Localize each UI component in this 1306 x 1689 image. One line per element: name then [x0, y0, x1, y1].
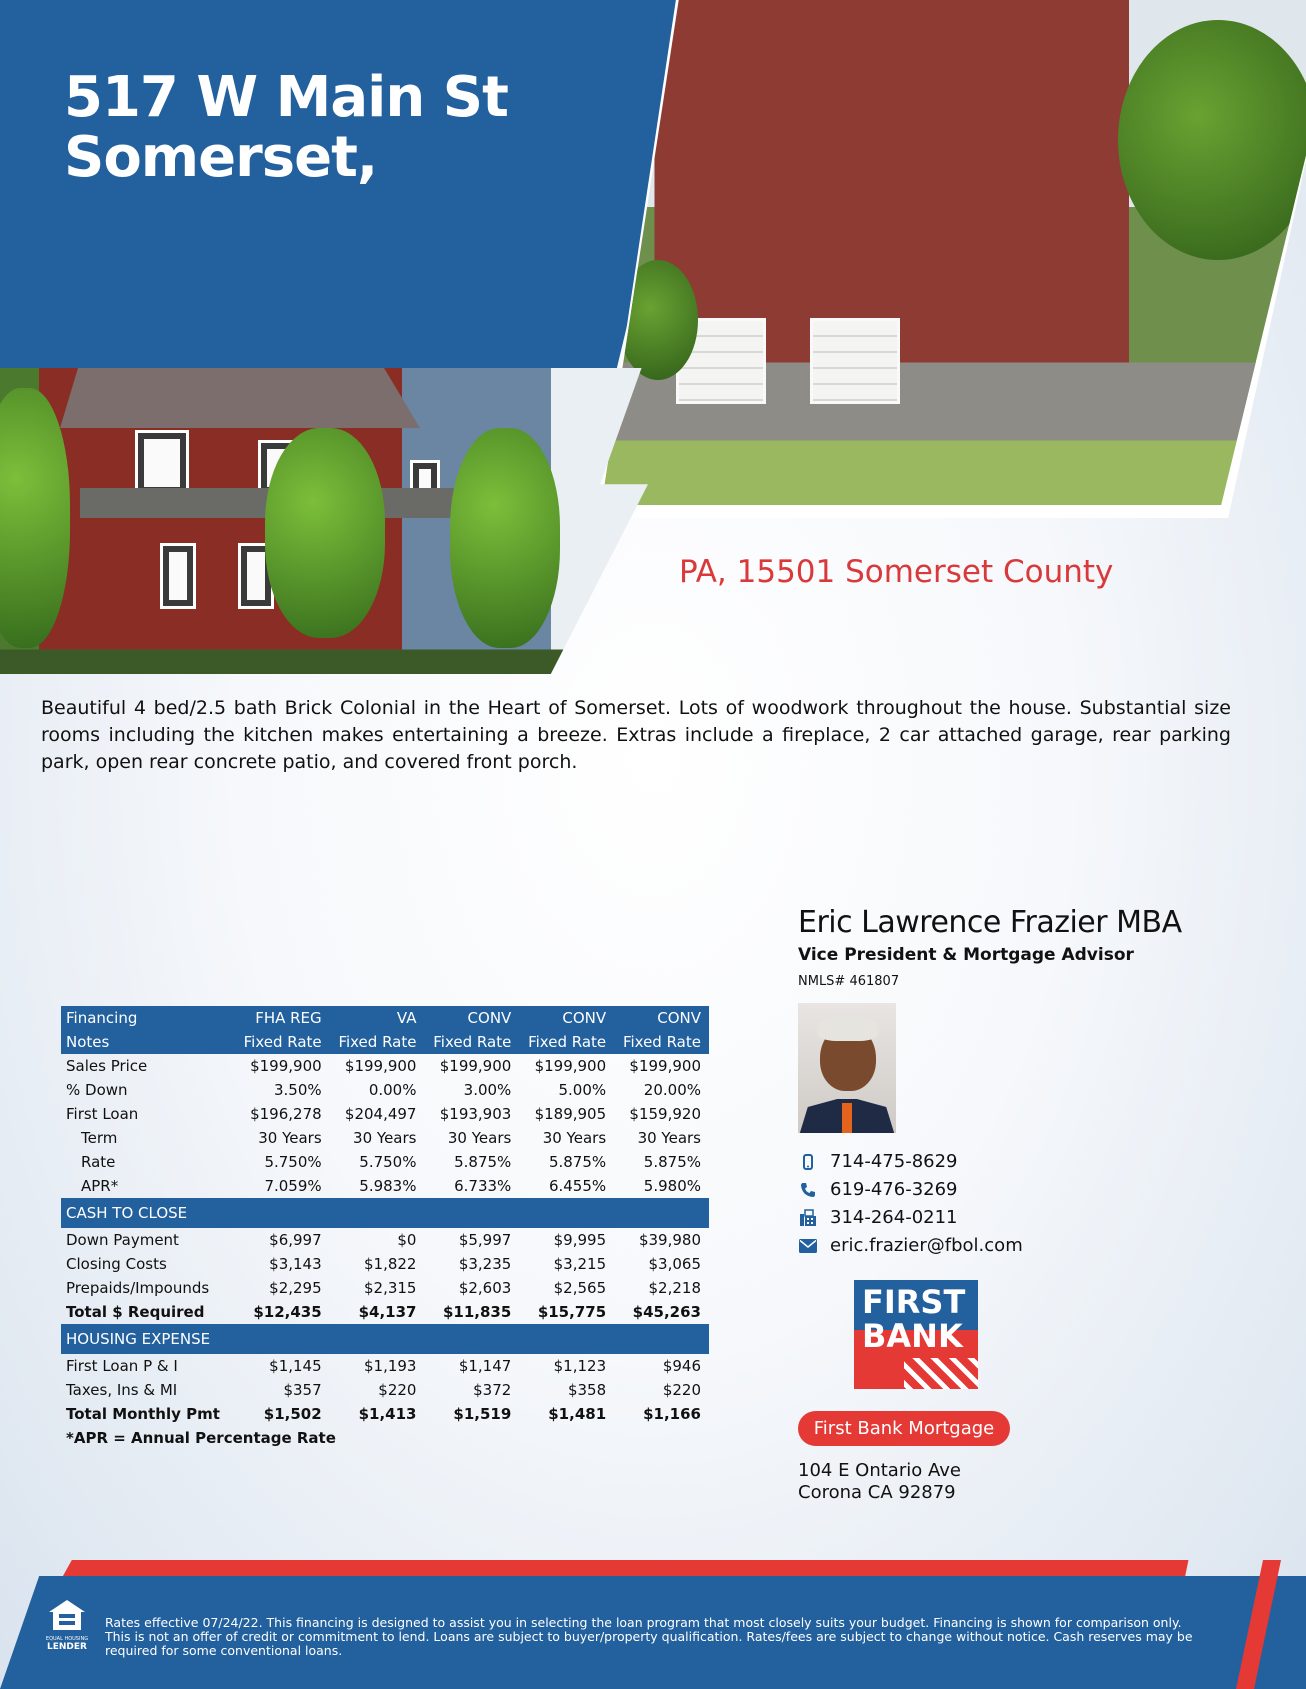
tree: [265, 428, 385, 638]
table-cell: 5.875%: [548, 1153, 607, 1171]
table-cell: $159,920: [629, 1105, 701, 1123]
mobile-icon: [798, 1152, 818, 1172]
section-title: CASH TO CLOSE: [61, 1198, 709, 1228]
avatar: [798, 1003, 896, 1133]
table-cell: 30 Years: [542, 1129, 607, 1147]
table-row: [61, 1126, 709, 1150]
table-cell: FHA REG: [235, 1006, 330, 1030]
table-cell: $1,413: [358, 1405, 417, 1423]
table-row: [61, 1054, 709, 1078]
lender-text: LENDER: [47, 1642, 87, 1652]
contact-fax[interactable]: [798, 1207, 958, 1228]
window: [135, 430, 189, 496]
table-cell: 20.00%: [643, 1081, 701, 1099]
tree: [450, 428, 560, 648]
table-cell: $1,502: [263, 1405, 322, 1423]
table-row: [61, 1102, 709, 1126]
table-cell: $3,235: [458, 1255, 512, 1273]
garage-door: [810, 318, 900, 404]
contact-phone[interactable]: [798, 1179, 958, 1200]
tree: [1118, 20, 1306, 260]
table-row: [61, 1174, 709, 1198]
fax-number[interactable]: 314-264-0211: [830, 1207, 958, 1228]
row-label: Prepaids/Impounds: [66, 1279, 210, 1297]
row-label: Closing Costs: [66, 1255, 167, 1273]
avatar-hair: [818, 1015, 878, 1041]
table-cell: 3.50%: [274, 1081, 322, 1099]
row-label: Sales Price: [66, 1057, 148, 1075]
logo-text-line-2: BANK: [862, 1317, 963, 1355]
table-cell: $357: [283, 1381, 322, 1399]
table-row: [61, 1276, 709, 1300]
table-cell: $6,997: [269, 1231, 322, 1249]
row-label: Rate: [81, 1153, 116, 1171]
table-cell: $2,218: [648, 1279, 701, 1297]
section-title: HOUSING EXPENSE: [61, 1324, 709, 1354]
table-row: [61, 1354, 709, 1378]
table-cell: $220: [662, 1381, 701, 1399]
table-cell: $1,147: [458, 1357, 512, 1375]
table-section-header: [61, 1324, 709, 1354]
table-cell: Fixed Rate: [519, 1030, 614, 1054]
table-cell: $199,900: [439, 1057, 512, 1075]
table-cell: CONV: [424, 1006, 519, 1030]
phone-number[interactable]: 619-476-3269: [830, 1179, 958, 1200]
financing-table: [61, 1006, 709, 1426]
table-cell: Fixed Rate: [614, 1030, 709, 1054]
property-title: [64, 65, 508, 190]
agent-title: Vice President & Mortgage Advisor: [798, 945, 1134, 965]
table-cell: 7.059%: [264, 1177, 322, 1195]
row-label: APR*: [81, 1177, 119, 1195]
table-cell: $372: [473, 1381, 512, 1399]
table-cell: $1,481: [548, 1405, 607, 1423]
row-label: Notes: [61, 1030, 235, 1054]
property-location: PA, 15501 Somerset County: [679, 554, 1114, 590]
table-cell: $2,295: [269, 1279, 322, 1297]
table-cell: $199,900: [534, 1057, 607, 1075]
table-cell: $39,980: [638, 1231, 701, 1249]
table-section-header: [61, 1198, 709, 1228]
row-label: Total Monthly Pmt: [66, 1405, 220, 1423]
row-label: Down Payment: [66, 1231, 179, 1249]
table-cell: 5.980%: [643, 1177, 701, 1195]
table-cell: $189,905: [534, 1105, 607, 1123]
table-cell: $2,315: [363, 1279, 417, 1297]
table-cell: 5.750%: [359, 1153, 417, 1171]
table-cell: 30 Years: [353, 1129, 417, 1147]
table-cell: 30 Years: [258, 1129, 322, 1147]
table-cell: $1,193: [363, 1357, 417, 1375]
table-cell: $2,565: [553, 1279, 607, 1297]
table-header-row: [61, 1030, 709, 1054]
table-cell: 3.00%: [463, 1081, 512, 1099]
house-photo-rear: [598, 0, 1306, 518]
table-row: [61, 1252, 709, 1276]
table-cell: $1,166: [643, 1405, 701, 1423]
title-line-2: Somerset,: [64, 125, 378, 190]
house-photo-front: [0, 368, 648, 674]
address-line-1: 104 E Ontario Ave: [798, 1460, 961, 1481]
mobile-number[interactable]: 714-475-8629: [830, 1151, 958, 1172]
table-cell: 30 Years: [637, 1129, 701, 1147]
avatar-tie: [842, 1103, 852, 1133]
table-cell: Fixed Rate: [330, 1030, 425, 1054]
table-cell: $193,903: [439, 1105, 512, 1123]
table-cell: $1,123: [553, 1357, 607, 1375]
email-address[interactable]: eric.frazier@fbol.com: [830, 1235, 1023, 1256]
table-cell: $45,263: [632, 1303, 701, 1321]
table-cell: VA: [330, 1006, 425, 1030]
row-label: Term: [81, 1129, 118, 1147]
table-cell: $199,900: [250, 1057, 322, 1075]
table-cell: 6.733%: [454, 1177, 512, 1195]
table-cell: 6.455%: [548, 1177, 607, 1195]
table-cell: $3,065: [648, 1255, 701, 1273]
table-row: [61, 1150, 709, 1174]
table-cell: $1,822: [363, 1255, 417, 1273]
table-cell: $204,497: [344, 1105, 417, 1123]
table-row: [61, 1300, 709, 1324]
table-cell: $358: [567, 1381, 607, 1399]
table-cell: 5.875%: [643, 1153, 701, 1171]
row-label: % Down: [66, 1081, 128, 1099]
table-cell: $12,435: [253, 1303, 322, 1321]
table-row: [61, 1228, 709, 1252]
table-cell: $2,603: [458, 1279, 512, 1297]
tree: [0, 388, 70, 648]
table-cell: $220: [378, 1381, 417, 1399]
property-description: Beautiful 4 bed/2.5 bath Brick Colonial in the Heart of Somerset. Lots of woodwork throughout the house. Substantial size rooms including the kitchen makes entertaining a breeze. Extras include a fireplace, 2 car attached garage, rear parking park, open rear concrete patio, and covered front porch.: [41, 697, 1231, 773]
row-label: Total $ Required: [66, 1303, 205, 1321]
table-cell: $3,215: [553, 1255, 607, 1273]
house-photo-rear-image: [598, 0, 1306, 518]
window: [160, 543, 196, 609]
company-address: [798, 1460, 961, 1504]
logo-stripes: [904, 1358, 978, 1389]
address-line-2: Corona CA 92879: [798, 1482, 956, 1503]
table-cell: $4,137: [358, 1303, 417, 1321]
table-header-row: [61, 1006, 709, 1030]
table-cell: $3,143: [269, 1255, 322, 1273]
table-cell: $946: [662, 1357, 701, 1375]
table-cell: 5.983%: [359, 1177, 417, 1195]
equal-housing-text: EQUAL HOUSING: [45, 1636, 89, 1642]
table-cell: 0.00%: [368, 1081, 417, 1099]
agent-name: Eric Lawrence Frazier MBA: [798, 905, 1182, 940]
equal-housing-icon: [40, 1598, 94, 1654]
table-cell: $1,145: [269, 1357, 322, 1375]
contact-email[interactable]: [798, 1235, 1023, 1256]
table-cell: 5.875%: [454, 1153, 512, 1171]
table-cell: 30 Years: [447, 1129, 512, 1147]
table-cell: $0: [397, 1231, 417, 1249]
title-line-1: 517 W Main St: [64, 65, 508, 130]
table-cell: $5,997: [458, 1231, 512, 1249]
table-cell: $199,900: [629, 1057, 701, 1075]
first-bank-logo: [854, 1280, 978, 1389]
row-label: First Loan P & I: [66, 1357, 178, 1375]
table-cell: $9,995: [553, 1231, 607, 1249]
logo-text-line-1: FIRST: [862, 1283, 966, 1321]
roof: [60, 368, 420, 428]
table-row: [61, 1078, 709, 1102]
disclaimer: Rates effective 07/24/22. This financing is designed to assist you in selecting the loan program that most closely suits your budget. Financing is shown for comparison only. This is not an offer of credit or commitment to lend. Loans are subject to buyer/property qualification. Rates/fees are subject to change without notice. Cash reserves may be required for some conventional loans.: [105, 1615, 1193, 1658]
row-label: Taxes, Ins & MI: [66, 1381, 178, 1399]
table-cell: 5.00%: [558, 1081, 607, 1099]
table-cell: 5.750%: [264, 1153, 322, 1171]
apr-note: *APR = Annual Percentage Rate: [66, 1429, 336, 1447]
table-cell: $1,519: [453, 1405, 512, 1423]
table-cell: Fixed Rate: [424, 1030, 519, 1054]
table-cell: $199,900: [344, 1057, 417, 1075]
row-label: First Loan: [66, 1105, 139, 1123]
table-cell: Fixed Rate: [235, 1030, 330, 1054]
contact-mobile[interactable]: [798, 1151, 958, 1172]
table-cell: CONV: [614, 1006, 709, 1030]
phone-icon: [798, 1180, 818, 1200]
table-row: [61, 1378, 709, 1402]
company-name-badge: First Bank Mortgage: [798, 1411, 1010, 1446]
agent-nmls: NMLS# 461807: [798, 974, 900, 989]
table-cell: CONV: [519, 1006, 614, 1030]
table-cell: $196,278: [250, 1105, 322, 1123]
table-cell: $11,835: [442, 1303, 512, 1321]
table-cell: $15,775: [537, 1303, 607, 1321]
email-icon: [798, 1236, 818, 1256]
row-label: Financing: [61, 1006, 235, 1030]
fax-icon: [798, 1208, 818, 1228]
table-row: [61, 1402, 709, 1426]
